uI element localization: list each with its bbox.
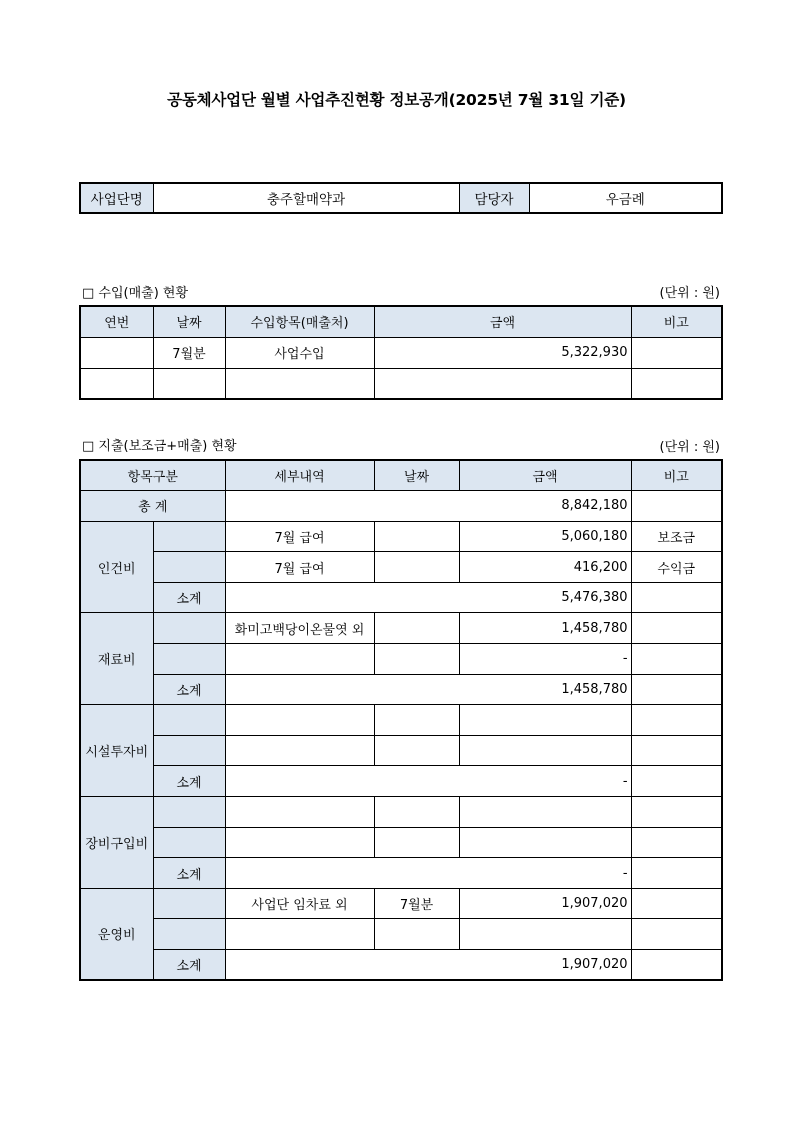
expense-subtotal-value: 1,458,780 bbox=[225, 674, 631, 705]
expense-header-detail: 세부내역 bbox=[225, 460, 374, 491]
expense-date-cell bbox=[374, 827, 459, 858]
expense-date-cell bbox=[374, 735, 459, 766]
income-note-cell bbox=[631, 368, 722, 399]
expense-note-cell bbox=[631, 797, 722, 828]
business-name-label: 사업단명 bbox=[80, 183, 153, 213]
income-row bbox=[80, 368, 722, 399]
expense-group-label: 인건비 bbox=[80, 521, 153, 613]
income-date-cell bbox=[153, 368, 225, 399]
expense-header-category: 항목구분 bbox=[80, 460, 225, 491]
expense-group-label: 장비구입비 bbox=[80, 797, 153, 889]
expense-detail-cell bbox=[225, 797, 374, 828]
expense-date-cell bbox=[374, 797, 459, 828]
expense-table bbox=[79, 459, 723, 981]
income-amount-cell bbox=[374, 368, 631, 399]
income-section-title: □ 수입(매출) 현황 bbox=[82, 286, 189, 301]
expense-amount-cell bbox=[459, 705, 631, 736]
expense-subtotal-note bbox=[631, 582, 722, 613]
expense-subtotal-label: 소계 bbox=[153, 950, 225, 981]
page-title: 공동체사업단 월별 사업추진현황 정보공개(2025년 7월 31일 기준) bbox=[167, 91, 626, 109]
expense-detail-row bbox=[80, 919, 722, 950]
income-amount-cell: 5,322,930 bbox=[374, 337, 631, 368]
expense-total-value: 8,842,180 bbox=[225, 491, 631, 522]
income-header-no: 연번 bbox=[80, 306, 153, 337]
income-unit-label: (단위 : 원) bbox=[659, 286, 720, 301]
expense-subtotal-value: - bbox=[225, 858, 631, 889]
expense-date-cell bbox=[374, 705, 459, 736]
expense-group-label: 운영비 bbox=[80, 888, 153, 980]
expense-date-cell bbox=[374, 919, 459, 950]
expense-detail-cell bbox=[225, 735, 374, 766]
expense-amount-cell bbox=[459, 735, 631, 766]
expense-detail-cell bbox=[225, 644, 374, 675]
expense-detail-row bbox=[80, 827, 722, 858]
expense-note-cell bbox=[631, 827, 722, 858]
expense-sub-cell bbox=[153, 644, 225, 675]
expense-subtotal-note bbox=[631, 674, 722, 705]
expense-detail-cell bbox=[225, 919, 374, 950]
expense-note-cell: 보조금 bbox=[631, 521, 722, 552]
expense-subtotal-label: 소계 bbox=[153, 766, 225, 797]
income-header-amount: 금액 bbox=[374, 306, 631, 337]
expense-group-label: 재료비 bbox=[80, 613, 153, 705]
expense-note-cell: 수익금 bbox=[631, 552, 722, 583]
income-header-item: 수입항목(매출처) bbox=[225, 306, 374, 337]
expense-subtotal-label: 소계 bbox=[153, 582, 225, 613]
expense-note-cell bbox=[631, 919, 722, 950]
expense-amount-cell bbox=[459, 827, 631, 858]
expense-amount-cell: - bbox=[459, 644, 631, 675]
expense-header-row bbox=[80, 460, 722, 491]
expense-detail-cell bbox=[225, 827, 374, 858]
expense-unit-label: (단위 : 원) bbox=[659, 440, 720, 455]
expense-date-cell bbox=[374, 552, 459, 583]
expense-detail-cell: 7월 급여 bbox=[225, 521, 374, 552]
business-name-value: 충주할매약과 bbox=[153, 183, 459, 213]
expense-note-cell bbox=[631, 735, 722, 766]
manager-value: 우금례 bbox=[529, 183, 722, 213]
expense-subtotal-label: 소계 bbox=[153, 674, 225, 705]
expense-total-note bbox=[631, 491, 722, 522]
expense-detail-cell: 사업단 임차료 외 bbox=[225, 888, 374, 919]
manager-label: 담당자 bbox=[459, 183, 529, 213]
income-header-date: 날짜 bbox=[153, 306, 225, 337]
expense-date-cell: 7월분 bbox=[374, 888, 459, 919]
expense-amount-cell: 416,200 bbox=[459, 552, 631, 583]
expense-detail-row bbox=[80, 797, 722, 828]
expense-group-label: 시설투자비 bbox=[80, 705, 153, 797]
expense-note-cell bbox=[631, 888, 722, 919]
expense-detail-row bbox=[80, 521, 722, 552]
expense-subtotal-value: 5,476,380 bbox=[225, 582, 631, 613]
expense-subtotal-note bbox=[631, 950, 722, 981]
expense-date-cell bbox=[374, 521, 459, 552]
expense-date-cell bbox=[374, 644, 459, 675]
expense-subtotal-label: 소계 bbox=[153, 858, 225, 889]
expense-note-cell bbox=[631, 613, 722, 644]
expense-header-amount: 금액 bbox=[459, 460, 631, 491]
expense-header-note: 비고 bbox=[631, 460, 722, 491]
expense-detail-row bbox=[80, 552, 722, 583]
expense-sub-cell bbox=[153, 919, 225, 950]
expense-sub-cell bbox=[153, 797, 225, 828]
expense-date-cell bbox=[374, 613, 459, 644]
expense-detail-row bbox=[80, 705, 722, 736]
expense-detail-row bbox=[80, 644, 722, 675]
expense-subtotal-note bbox=[631, 766, 722, 797]
expense-detail-cell: 화미고백당이온물엿 외 bbox=[225, 613, 374, 644]
expense-amount-cell bbox=[459, 797, 631, 828]
expense-detail-cell: 7월 급여 bbox=[225, 552, 374, 583]
expense-sub-cell bbox=[153, 735, 225, 766]
expense-detail-cell bbox=[225, 705, 374, 736]
expense-sub-cell bbox=[153, 521, 225, 552]
expense-amount-cell: 1,458,780 bbox=[459, 613, 631, 644]
expense-subtotal-row bbox=[80, 950, 722, 981]
expense-amount-cell bbox=[459, 919, 631, 950]
expense-sub-cell bbox=[153, 888, 225, 919]
expense-detail-row bbox=[80, 735, 722, 766]
income-header-row bbox=[80, 306, 722, 337]
income-item-cell bbox=[225, 368, 374, 399]
income-no-cell bbox=[80, 368, 153, 399]
expense-header-date: 날짜 bbox=[374, 460, 459, 491]
expense-subtotal-value: 1,907,020 bbox=[225, 950, 631, 981]
expense-note-cell bbox=[631, 644, 722, 675]
expense-detail-row bbox=[80, 613, 722, 644]
expense-subtotal-row bbox=[80, 674, 722, 705]
expense-amount-cell: 1,907,020 bbox=[459, 888, 631, 919]
income-table bbox=[79, 305, 723, 400]
expense-subtotal-value: - bbox=[225, 766, 631, 797]
expense-subtotal-row bbox=[80, 766, 722, 797]
income-row bbox=[80, 337, 722, 368]
expense-total-label: 총 계 bbox=[80, 491, 225, 522]
expense-note-cell bbox=[631, 705, 722, 736]
income-date-cell: 7월분 bbox=[153, 337, 225, 368]
expense-detail-row bbox=[80, 888, 722, 919]
expense-sub-cell bbox=[153, 705, 225, 736]
expense-subtotal-row bbox=[80, 582, 722, 613]
income-item-cell: 사업수입 bbox=[225, 337, 374, 368]
expense-total-row bbox=[80, 491, 722, 522]
expense-subtotal-note bbox=[631, 858, 722, 889]
expense-sub-cell bbox=[153, 552, 225, 583]
business-info-row bbox=[80, 183, 722, 213]
expense-sub-cell bbox=[153, 613, 225, 644]
business-info-table bbox=[79, 182, 723, 214]
income-no-cell bbox=[80, 337, 153, 368]
expense-subtotal-row bbox=[80, 858, 722, 889]
income-header-note: 비고 bbox=[631, 306, 722, 337]
income-note-cell bbox=[631, 337, 722, 368]
expense-sub-cell bbox=[153, 827, 225, 858]
expense-section-title: □ 지출(보조금+매출) 현황 bbox=[82, 439, 237, 454]
expense-amount-cell: 5,060,180 bbox=[459, 521, 631, 552]
